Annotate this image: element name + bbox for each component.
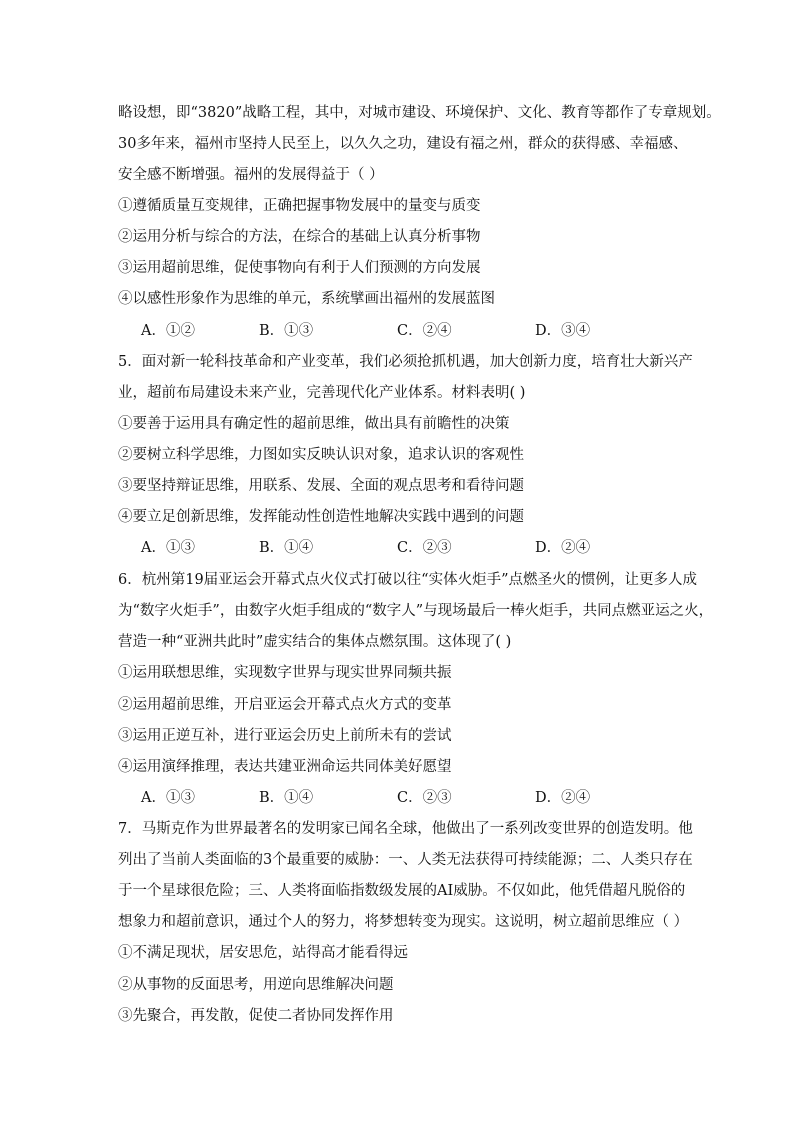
q5-statement-3: ③要坚持辩证思维，用联系、发展、全面的观点思考和看待问题 xyxy=(118,478,524,494)
q6-option-c: C．②③ xyxy=(397,790,452,806)
q6-statement-4: ④运用演绎推理，表达共建亚洲命运共同体美好愿望 xyxy=(118,759,452,775)
q7-statement-2: ②从事物的反面思考，用逆向思维解决问题 xyxy=(118,977,394,993)
q5-option-c: C．②③ xyxy=(397,540,452,556)
q4-statement-2: ②运用分析与综合的方法，在综合的基础上认真分析事物 xyxy=(118,229,481,245)
q5-statement-1: ①要善于运用具有确定性的超前思维，做出具有前瞻性的决策 xyxy=(118,416,510,432)
q6-stem-line-3: 营造一种“亚洲共此时”虚实结合的集体点燃氛围。这体现了( ) xyxy=(118,634,512,650)
q7-stem-line-4: 想象力和超前意识，通过个人的努力，将梦想转变为现实。这说明，树立超前思维应（ ） xyxy=(118,914,689,930)
q4-option-b: B．①③ xyxy=(259,323,314,339)
q7-stem-line-1: 7．马斯克作为世界最著名的发明家已闻名全球，他做出了一系列改变世界的创造发明。他 xyxy=(118,821,693,837)
q4-option-a: A．①② xyxy=(141,323,195,339)
q4-stem-line-1: 略设想，即“3820”战略工程，其中，对城市建设、环境保护、文化、教育等都作了专章规划。 xyxy=(118,105,721,121)
q5-statement-2: ②要树立科学思维，力图如实反映认识对象，追求认识的客观性 xyxy=(118,447,524,463)
q7-stem-line-3: 于一个星球很危险；三、人类将面临指数级发展的AI威胁。不仅如此，他凭借超凡脱俗的 xyxy=(118,883,686,899)
q5-stem-line-2: 业，超前布局建设未来产业，完善现代化产业体系。材料表明( ) xyxy=(118,385,526,401)
q5-stem-line-1: 5．面对新一轮科技革命和产业变革，我们必须抢抓机遇，加大创新力度，培育壮大新兴产 xyxy=(118,354,693,370)
q4-options xyxy=(141,322,661,340)
q5-option-b: B．①④ xyxy=(259,540,314,556)
q7-statement-1: ①不满足现状，居安思危，站得高才能看得远 xyxy=(118,945,408,961)
q4-statement-3: ③运用超前思维，促使事物向有利于人们预测的方向发展 xyxy=(118,260,481,276)
q4-option-d: D．③④ xyxy=(535,323,591,339)
q6-option-a: A．①③ xyxy=(141,790,195,806)
q4-stem-line-3: 安全感不断增强。福州的发展得益于（ ） xyxy=(118,167,384,183)
q5-statement-4: ④要立足创新思维，发挥能动性创造性地解决实践中遇到的问题 xyxy=(118,509,524,525)
q6-statement-2: ②运用超前思维，开启亚运会开幕式点火方式的变革 xyxy=(118,697,452,713)
q7-stem-line-2: 列出了当前人类面临的3个最重要的威胁：一、人类无法获得可持续能源；二、人类只存在 xyxy=(118,852,693,868)
q4-stem-line-2: 30多年来，福州市坚持人民至上，以久久之功，建设有福之州，群众的获得感、幸福感、 xyxy=(118,136,688,152)
q7-statement-3: ③先聚合，再发散，促使二者协同发挥作用 xyxy=(118,1008,394,1024)
q5-option-d: D．②④ xyxy=(535,540,591,556)
q6-options xyxy=(141,789,661,807)
q6-statement-1: ①运用联想思维，实现数字世界与现实世界同频共振 xyxy=(118,665,452,681)
q6-option-d: D．②④ xyxy=(535,790,591,806)
q4-statement-1: ①遵循质量互变规律，正确把握事物发展中的量变与质变 xyxy=(118,198,481,214)
q6-stem-line-1: 6．杭州第19届亚运会开幕式点火仪式打破以往“实体火炬手”点燃圣火的惯例，让更多人成 xyxy=(118,572,697,588)
q4-statement-4: ④以感性形象作为思维的单元，系统擘画出福州的发展蓝图 xyxy=(118,291,495,307)
q5-options xyxy=(141,539,661,557)
q5-option-a: A．①③ xyxy=(141,540,195,556)
q6-stem-line-2: 为“数字火炬手”，由数字火炬手组成的“数字人”与现场最后一棒火炬手，共同点燃亚运之火， xyxy=(118,603,714,619)
q6-statement-3: ③运用正逆互补，进行亚运会历史上前所未有的尝试 xyxy=(118,728,452,744)
q6-option-b: B．①④ xyxy=(259,790,314,806)
q4-option-c: C．②④ xyxy=(397,323,452,339)
